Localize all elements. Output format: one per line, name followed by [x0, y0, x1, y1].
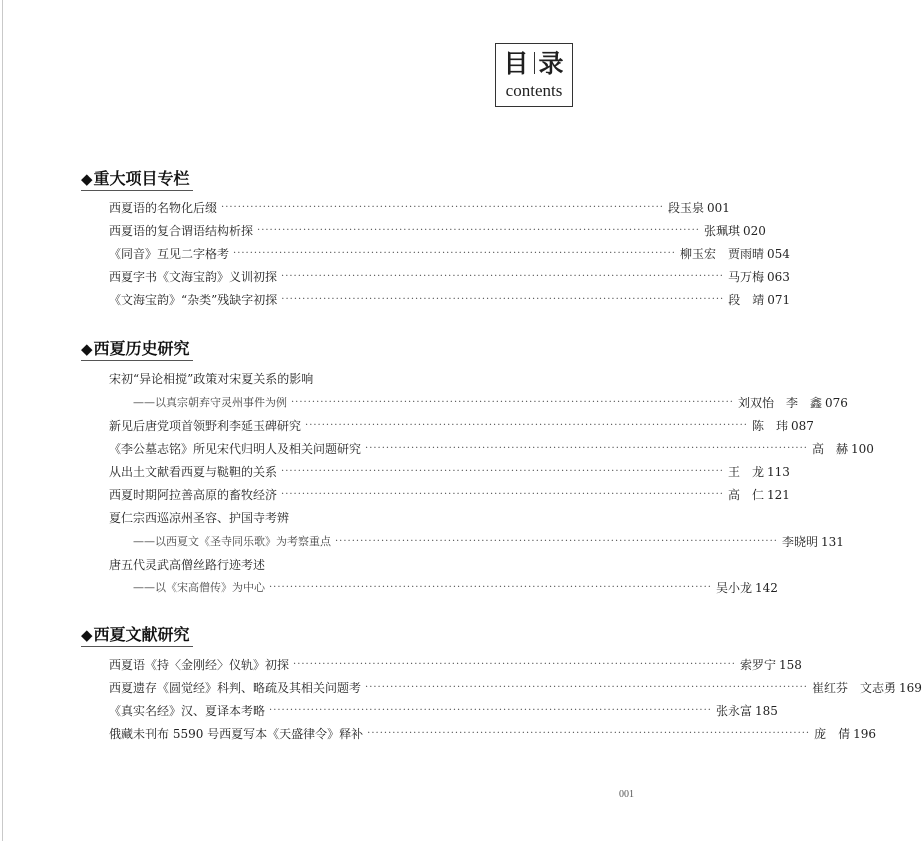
dot-leader: ··········································································································	[367, 728, 811, 739]
toc-entry[interactable]	[109, 221, 766, 241]
entry-title: 新见后唐党项首领野利李延玉碑研究	[109, 419, 302, 433]
entry-page: 001	[706, 201, 730, 215]
section-heading-text: 西夏文献研究	[93, 625, 190, 644]
toc-entry[interactable]	[109, 485, 790, 505]
entry-page: 196	[853, 727, 877, 741]
toc-entry-subtitle[interactable]	[133, 578, 778, 598]
dot-leader: ··········································································································	[305, 420, 748, 431]
contents-title-box	[495, 43, 573, 107]
entry-author: 段 靖	[728, 293, 765, 307]
entry-title: 俄藏未刊布 5590 号西夏写本《天盛律令》释补	[109, 727, 364, 741]
dot-leader: ··········································································································	[233, 248, 676, 259]
title-separator	[534, 52, 535, 74]
entry-title: 西夏语的名物化后缀	[109, 201, 218, 215]
dot-leader: ··········································································································	[269, 705, 712, 716]
entry-page: 087	[790, 419, 814, 433]
entry-author: 柳玉宏 贾雨晴	[679, 247, 764, 261]
entry-subtitle: ——以西夏文《圣寺同乐歌》为考察重点	[133, 535, 331, 548]
entry-page: 100	[850, 442, 874, 456]
entry-title: 西夏语《持〈金刚经〉仪轨》初探	[109, 658, 290, 672]
section-heading-text: 重大项目专栏	[93, 169, 190, 188]
dot-leader: ··········································································································	[291, 397, 734, 408]
entry-title: 西夏语的复合谓语结构析探	[109, 224, 254, 238]
entry-page: 185	[754, 704, 778, 718]
toc-entry[interactable]	[109, 267, 790, 287]
entry-author: 刘双怡 李 鑫	[737, 396, 822, 410]
entry-title: 西夏遗存《圆觉经》科判、略疏及其相关问题考	[109, 681, 362, 695]
entry-page: 020	[742, 224, 766, 238]
title-char-1: 目	[503, 49, 530, 78]
diamond-icon: ◆	[81, 626, 93, 644]
entry-author: 陈 玮	[751, 419, 788, 433]
entry-author: 高 仁	[727, 488, 764, 502]
section-underline	[81, 646, 193, 647]
dot-leader: ··········································································································	[365, 443, 808, 454]
entry-author: 高 赫	[811, 442, 848, 456]
entry-author: 崔红芬 文志勇	[811, 681, 896, 695]
dot-leader: ··········································································································	[221, 202, 664, 213]
toc-entry[interactable]	[109, 290, 791, 310]
entry-author: 马万梅	[727, 270, 764, 284]
entry-title: 《真实名经》汉、夏译本考略	[109, 704, 266, 718]
dot-leader: ··········································································································	[335, 536, 778, 547]
entry-page: 076	[824, 396, 848, 410]
entry-author: 王 龙	[727, 465, 764, 479]
entry-title: 从出土文献看西夏与鞑靼的关系	[109, 465, 278, 479]
entry-page: 071	[767, 293, 791, 307]
dot-leader: ··········································································································	[281, 294, 725, 305]
entry-author: 段玉泉	[667, 201, 704, 215]
entry-subtitle: ——以真宗朝弃守灵州事件为例	[133, 396, 287, 409]
entry-title: 《文海宝韵》“杂类”残缺字初探	[109, 293, 278, 307]
toc-entry[interactable]	[109, 724, 877, 744]
toc-entry[interactable]	[109, 439, 874, 459]
dot-leader: ··········································································································	[281, 271, 724, 282]
entry-title: 《李公墓志铭》所见宋代归明人及相关问题研究	[109, 442, 362, 456]
entry-page: 142	[754, 581, 778, 595]
toc-entry-subtitle[interactable]	[133, 532, 844, 552]
toc-entry[interactable]	[109, 678, 922, 698]
dot-leader: ··········································································································	[257, 225, 700, 236]
title-char-2: 录	[538, 49, 565, 78]
section-heading-xixia-documents	[81, 624, 190, 646]
toc-entry[interactable]	[109, 244, 790, 264]
entry-subtitle: ——以《宋高僧传》为中心	[133, 581, 265, 594]
toc-entry[interactable]	[109, 701, 778, 721]
dot-leader: ··········································································································	[281, 489, 724, 500]
diamond-icon: ◆	[81, 340, 93, 358]
entry-author: 张珮琪	[703, 224, 740, 238]
title-english: contents	[505, 81, 563, 100]
entry-page: 158	[778, 658, 802, 672]
entry-title: 西夏字书《文海宝韵》义训初探	[109, 270, 278, 284]
entry-author: 张永富	[715, 704, 752, 718]
dot-leader: ··········································································································	[293, 659, 736, 670]
diamond-icon: ◆	[81, 170, 93, 188]
entry-page: 063	[766, 270, 790, 284]
dot-leader: ··········································································································	[269, 582, 712, 593]
entry-title: 西夏时期阿拉善高原的畜牧经济	[109, 488, 278, 502]
entry-title: 《同音》互见二字格考	[109, 247, 230, 261]
entry-author: 庞 倩	[814, 727, 851, 741]
toc-entry-title-line[interactable]: 夏仁宗西巡凉州圣容、护国寺考辨	[109, 511, 290, 525]
toc-entry-title-line[interactable]: 宋初“异论相搅”政策对宋夏关系的影响	[109, 372, 314, 386]
section-heading-xixia-history	[81, 338, 190, 360]
page-number: 001	[619, 789, 634, 800]
toc-entry[interactable]	[109, 655, 802, 675]
entry-page: 169	[898, 681, 922, 695]
toc-entry[interactable]	[109, 198, 730, 218]
entry-author: 索罗宁	[739, 658, 776, 672]
toc-entry[interactable]	[109, 462, 790, 482]
toc-entry-title-line[interactable]: 唐五代灵武高僧丝路行迹考述	[109, 558, 266, 572]
toc-entry-subtitle[interactable]	[133, 393, 848, 413]
page-edge	[2, 0, 3, 841]
entry-page: 054	[766, 247, 790, 261]
entry-page: 121	[766, 488, 790, 502]
entry-page: 131	[820, 535, 844, 549]
title-chinese	[496, 49, 572, 79]
entry-author: 李晓明	[781, 535, 818, 549]
section-underline	[81, 190, 193, 191]
entry-page: 113	[766, 465, 790, 479]
dot-leader: ··········································································································	[365, 682, 808, 693]
entry-author: 吴小龙	[715, 581, 752, 595]
section-underline	[81, 360, 193, 361]
dot-leader: ··········································································································	[281, 466, 724, 477]
toc-entry[interactable]	[109, 416, 814, 436]
section-heading-text: 西夏历史研究	[93, 339, 190, 358]
section-heading-major-projects	[81, 168, 190, 190]
